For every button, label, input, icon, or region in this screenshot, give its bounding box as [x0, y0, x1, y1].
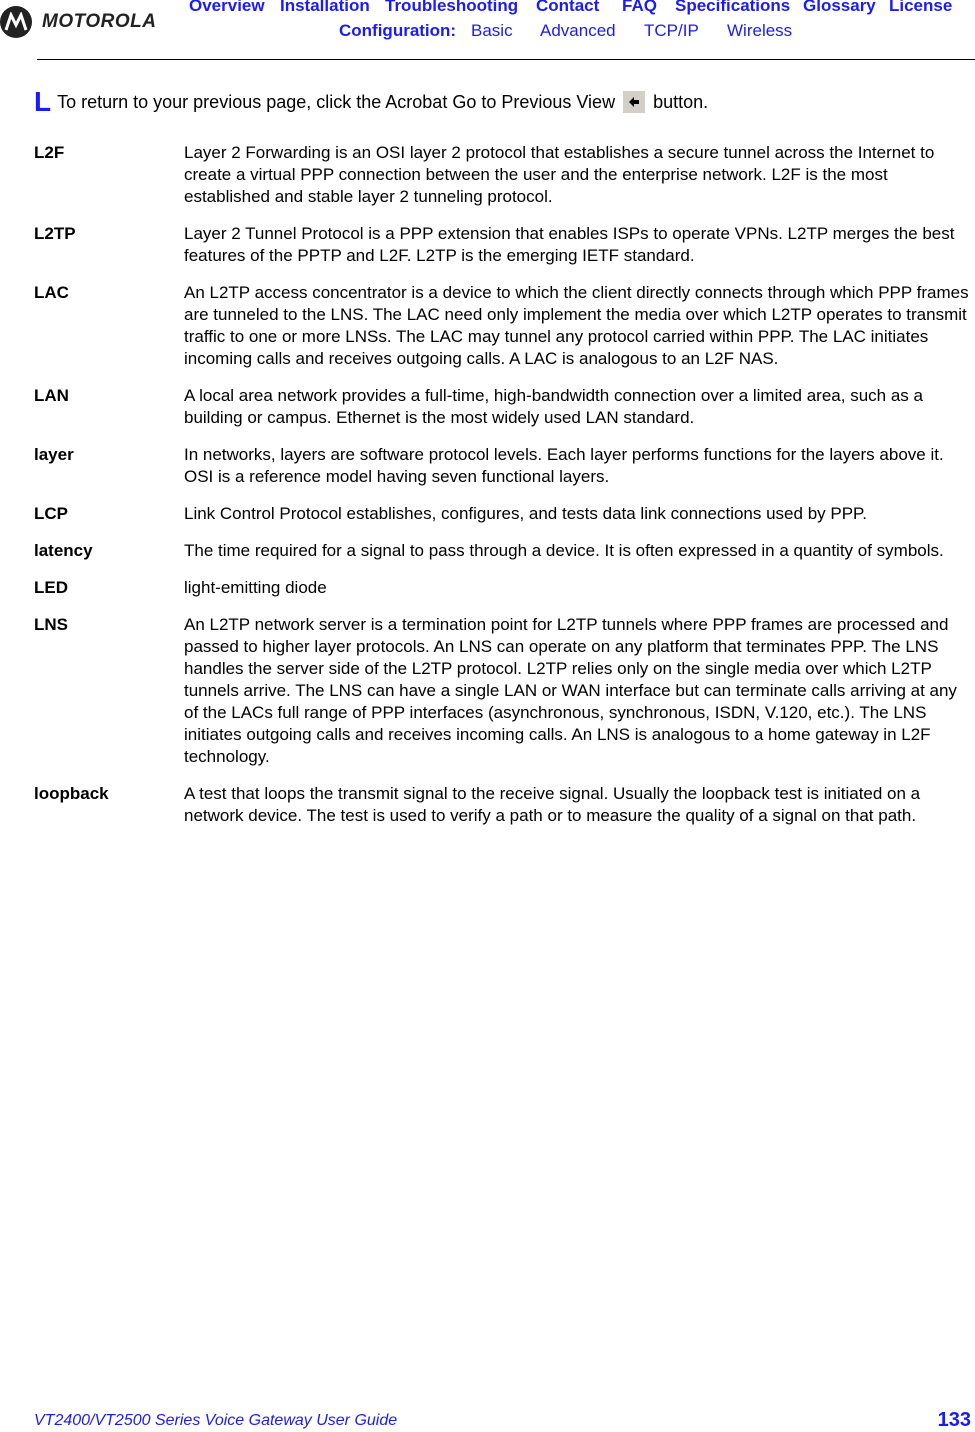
- glossary-entry: [34, 577, 975, 599]
- glossary-entry: [34, 444, 975, 488]
- definition: In networks, layers are software protocol levels. Each layer performs functions for the layers above it. OSI is a reference model having seven functional layers.: [184, 445, 944, 486]
- nav-overview[interactable]: Overview: [189, 0, 265, 15]
- glossary-entry: [34, 142, 975, 208]
- nav-config-wireless[interactable]: Wireless: [727, 21, 793, 40]
- nav-config-basic[interactable]: Basic: [471, 21, 513, 40]
- term: loopback: [34, 784, 109, 803]
- glossary-entry: [34, 385, 975, 429]
- nav-installation[interactable]: Installation: [280, 0, 370, 15]
- nav-config-tcpip[interactable]: TCP/IP: [644, 21, 699, 40]
- term: LCP: [34, 504, 68, 523]
- nav-specifications[interactable]: Specifications: [675, 0, 791, 15]
- nav-faq[interactable]: FAQ: [622, 0, 657, 15]
- glossary-entry: [34, 223, 975, 267]
- top-navigation: [0, 0, 975, 46]
- definition: An L2TP access concentrator is a device to which the client directly connects through which PPP frames are tunneled to the LNS. The LAC need only implement the media over which L2TP operates to transmit traffic to one or more LNSs. The LAC may tunnel any protocol carried within PPP. The LAC initiates incoming calls and receives outgoing calls. A LAC is analogous to an L2F NAS.: [184, 283, 969, 368]
- term: latency: [34, 541, 93, 560]
- glossary-entry: [34, 282, 975, 370]
- header-divider: [37, 59, 975, 60]
- back-note: [34, 88, 708, 116]
- glossary-entry: [34, 540, 975, 562]
- term: L2TP: [34, 224, 76, 243]
- definition: A local area network provides a full-time, high-bandwidth connection over a limited area, such as a building or campus. Ethernet is the most widely used LAN standard.: [184, 386, 923, 427]
- definition: Layer 2 Forwarding is an OSI layer 2 protocol that establishes a secure tunnel across the Internet to create a virtual PPP connection between the user and the enterprise network. L2F is the most established and stable layer 2 tunneling protocol.: [184, 143, 935, 206]
- glossary-entry: [34, 783, 975, 827]
- nav-config-advanced[interactable]: Advanced: [540, 21, 616, 40]
- definition: Link Control Protocol establishes, configures, and tests data link connections used by PPP.: [184, 504, 867, 523]
- term: LED: [34, 578, 68, 597]
- glossary-entry: [34, 614, 975, 768]
- definition: The time required for a signal to pass through a device. It is often expressed in a quantity of symbols.: [184, 541, 944, 560]
- glossary-entries: [34, 142, 975, 842]
- nav-configuration-label: Configuration:: [339, 21, 457, 40]
- back-note-text: To return to your previous page, click the Acrobat Go to Previous View: [57, 91, 616, 112]
- term: L2F: [34, 143, 65, 162]
- page-number: 133: [937, 1409, 971, 1431]
- definition: An L2TP network server is a termination point for L2TP tunnels where PPP frames are processed and passed to higher layer protocols. An LNS can operate on any platform that terminates PPP. The LNS handles the server side of the L2TP protocol. L2TP relies only on the single media over which L2TP tunnels arrive. The LNS can have a single LAN or WAN interface but can terminate calls arriving at any of the LACs full range of PPP interfaces (asynchronous, synchronous, ISDN, V.120, etc.). The LNS initiates outgoing calls and receives incoming calls. An LNS is analogous to a home gateway in L2F technology.: [184, 615, 957, 766]
- back-note-text-end: button.: [653, 91, 709, 112]
- back-arrow-icon: [628, 96, 640, 108]
- section-letter: L: [34, 86, 52, 117]
- footer-guide-title[interactable]: VT2400/VT2500 Series Voice Gateway User Guide: [34, 1412, 398, 1429]
- nav-glossary[interactable]: Glossary: [803, 0, 876, 15]
- glossary-entry: [34, 503, 975, 525]
- definition: light-emitting diode: [184, 578, 327, 597]
- term: LAC: [34, 283, 69, 302]
- term: LAN: [34, 386, 69, 405]
- nav-contact[interactable]: Contact: [536, 0, 600, 15]
- nav-troubleshooting[interactable]: Troubleshooting: [385, 0, 519, 15]
- term: layer: [34, 445, 74, 464]
- logo-text: MOTOROLA: [42, 11, 157, 32]
- nav-license[interactable]: License: [889, 0, 953, 15]
- term: LNS: [34, 615, 68, 634]
- previous-view-button[interactable]: [623, 91, 645, 113]
- definition: Layer 2 Tunnel Protocol is a PPP extension that enables ISPs to operate VPNs. L2TP merges the best features of the PPTP and L2F. L2TP is the emerging IETF standard.: [184, 224, 955, 265]
- definition: A test that loops the transmit signal to the receive signal. Usually the loopback test is initiated on a network device. The test is used to verify a path or to measure the quality of a signal on that path.: [184, 784, 921, 825]
